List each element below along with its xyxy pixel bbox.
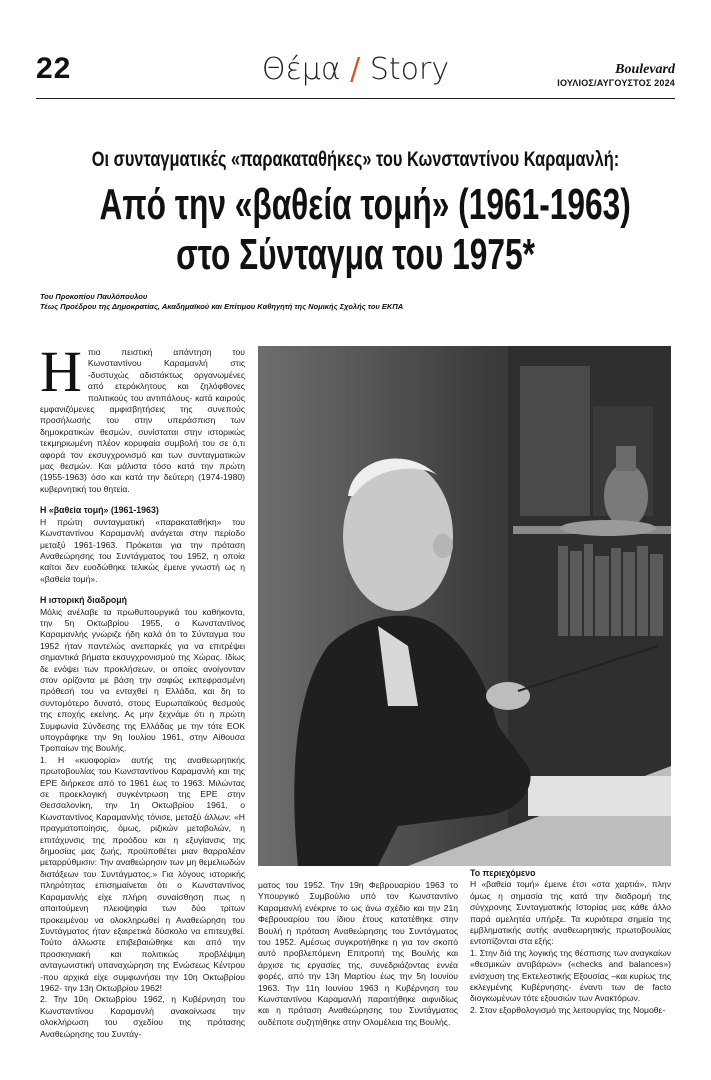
- section-left: Θέμα: [261, 52, 341, 87]
- article-title: [99, 180, 631, 280]
- byline-author: Του Προκοπίου Παυλόπουλου: [40, 292, 148, 301]
- page-number: 22: [36, 52, 72, 85]
- section-right: Story: [369, 52, 450, 87]
- intro-paragraph: Ηπιο πειστική απάντηση του Κωνσταντίνου Καραμανλή στις -δυστυχώς αδιστάκτως οργανωμένες από ετερόκλητους και ζηλόφθονες πολιτικούς του αντιπάλους- κατά καιρούς εμφανιζόμενες αμφισβητήσεις της συνεπούς προσήλωσής του στην υπεράσπιση των δημοκρατικών θεσμών, συνίσταται στην ιστορικώς τεκμηριωμένη πλέον κορυφαία συμβολή του σε ό,τι αφορά τον εκσυγχρονισμό και των συνταγματικών μας θεσμών. Και μάλιστα τόσο κατά την πρώτη (1955-1963) όσο και κατά την δεύτερη (1974-1980) κυβερνητική του θητεία.: [40, 339, 245, 494]
- paragraph: 1. Η «κυοφορία» αυτής της αναθεωρητικής πρωτοβουλίας του Κωνσταντίνου Καραμανλή και της ΕΡΕ διήρκεσε από το 1961 έως το 1963. Μιλώντας σε προεκλογική συγκέντρωση της ΕΡΕ στην Θεσσαλονίκη, την 1η Οκτωβρίου 1961, ο Κωνσταντίνος Καραμανλής τόνισε, μεταξύ άλλων: «Η πραγματοποίησις, όμως, ριζικών μεταβολών, η επιτάχυνσις της προόδου και η εξυγίανσις της δημοσίας μας ζωής, προϋποθέτει μιαν θαρραλέαν μεταρρύθμισιν: Την αναθεώρησιν των μη θεμελιωδών διατάξεων του Συντάγματος.» Για λόγους ιστορικής πληρότητας επισημαίνεται ότι ο Κωνσταντίνος Καραμανλής είχε πλήρη συναίσθηση πως η απαιτούμενη πλειοψηφία των δύο τρίτων προκειμένου να ολοκληρωθεί η Αναθεώρηση του Συντάγματος ήταν εξαιρετικά δύσκολο να επιτευχθεί. Τούτο άλλωστε επιβεβαιώθηκε και από την προσκηνιακή και πολιτικώς προβλέψιμη ανταγωνιστική υπαναχώρηση της Ενώσεως Κέντρου -που αρχικά είχε συμφωνήσει την 10η Οκτωβρίου 1962- την 13η Οκτωβρίου 1962!: [40, 754, 245, 993]
- article-column-3: [470, 868, 671, 1016]
- article-kicker: Οι συνταγματικές «παρακαταθήκες» του Κωνσταντίνου Καραμανλή:: [91, 148, 620, 171]
- header-rule: [36, 98, 675, 99]
- photo-illustration: [258, 346, 671, 866]
- paragraph: Η πρώτη συνταγματική «παρακαταθήκη» του Κωνσταντίνου Καραμανλή ανάγεται στην περίοδο μεταξύ 1961-1963. Πρόκειται για την πρόταση Αναθεώρησης του Συντάγματος του 1952, η οποία καίτοι δεν ευοδώθηκε τελικώς έμεινε γνωστή ως η «βαθεία τομή».: [40, 516, 245, 584]
- article-column-2: [258, 880, 458, 1028]
- karamanlis-photo: [258, 346, 671, 866]
- subheading-history: Η ιστορική διαδρομή: [40, 595, 128, 606]
- paragraph: 2. Στον εξορθολογισμό της λειτουργίας της Νομοθε-: [470, 1004, 666, 1015]
- article-column-1: [40, 339, 245, 1040]
- title-line-2: στο Σύνταγμα του 1975*: [176, 230, 535, 279]
- byline: [40, 292, 403, 312]
- paragraph: ματος του 1952. Την 19η Φεβρουαρίου 1963 το Υπουργικό Συμβούλιο υπό τον Κωνσταντίνο Καραμανλή ενέκρινε το ως άνω σχέδιο και την 21η Φεβρουαρίου του ίδιου έτους κατατέθηκε στην Βουλή η πρόταση Αναθεώρησης του Συντάγματος του 1952. Αμέσως συγκροτήθηκε η για τον σκοπό αυτό προβλεπόμενη Επιτροπή της Βουλής και άρχισε τις εργασίες της, συνεδριάζοντας εννέα φορές, από την 13η Μαρτίου έως την 5η Ιουνίου 1963. Την 11η Ιουνίου 1963 η Κυβέρνηση του Κωνσταντίνου Καραμανλή παραιτήθηκε αιφνιδίως και η πρόταση Αναθεώρησης του Συντάγματος ουδέποτε συζητήθηκε στην Ολομέλεια της Βουλής.: [258, 880, 458, 1027]
- subheading-content: Το περιεχόμενο: [470, 868, 536, 878]
- section-slash: /: [350, 52, 361, 87]
- paragraph: 2. Την 10η Οκτωβρίου 1962, η Κυβέρνηση του Κωνσταντίνου Καραμανλή ανακοίνωσε την ολοκλήρωση του σχεδίου της πρότασης Αναθεώρησης του Συντάγ-: [40, 994, 245, 1039]
- magazine-issue: ΙΟΥΛΙΟΣ/ΑΥΓΟΥΣΤΟΣ 2024: [557, 78, 675, 88]
- subheading-deep-cut: Η «βαθεία τομή» (1961-1963): [40, 505, 159, 516]
- byline-role: Τέως Προέδρου της Δημοκρατίας, Ακαδημαϊκού και Επίτιμου Καθηγητή της Νομικής Σχολής του ΕΚΠΑ: [40, 302, 404, 311]
- title-line-1: Από την «βαθεία τομή» (1961-1963): [99, 180, 631, 229]
- magazine-brand: Boulevard: [615, 62, 675, 77]
- paragraph: Η «βαθεία τομή» έμεινε έτσι «στα χαρτιά», πλην όμως η σημασία της κατά την διαδρομή της σύγχρονης Συνταγματικής Ιστορίας μας κάθε άλλο παρά αμελητέα υπήρξε. Τα κυριότερα σημεία της εμβληματικής αυτής αναθεωρητικής πρωτοβουλίας εντοπίζονται στα εξής:: [470, 879, 671, 947]
- page-header: [36, 52, 675, 98]
- paragraph: Μόλις ανέλαβε τα πρωθυπουργικά του καθήκοντα, την 5η Οκτωβρίου 1955, ο Κωνσταντίνος Καραμανλής γνώριζε ήδη καλά ότι το Σύνταγμα του 1952 ήταν παντελώς ανεπαρκές για να επιτρέψει σημαντικά βήματα εκσυγχρονισμού της Χώρας. Ιδίως δε ενόψει των προκλήσεων, οι οποίες ανοίγονταν στον ορίζοντα με βάση την σαφώς εκπεφρασμένη πρόθεσή του να ενταχθεί η Ελλάδα, και δη το συντομότερο δυνατό, στους Ευρωπαϊκούς θεσμούς της εποχής εκείνης. Ας μην ξεχνάμε ότι η πρώτη Συμφωνία Σύνδεσης της Ελλάδας με την τότε ΕΟΚ υπογράφηκε την 9η Ιουλίου 1961, στην Αίθουσα Τροπαίων της Βουλής.: [40, 606, 245, 754]
- magazine-info: [557, 62, 675, 88]
- dropcap: Η: [40, 339, 82, 404]
- paragraph: 1. Στην διά της λογικής της θέσπισης των αναγκαίων «θεσμικών αντιβάρων» («checks and balances») ενίσχυση της Εκτελεστικής Εξουσίας –και κυρίως της εκλεγμένης Κυβέρνησης- έναντι των de facto διογκωμένων τότε εξουσιών των Ανακτόρων.: [470, 947, 671, 1004]
